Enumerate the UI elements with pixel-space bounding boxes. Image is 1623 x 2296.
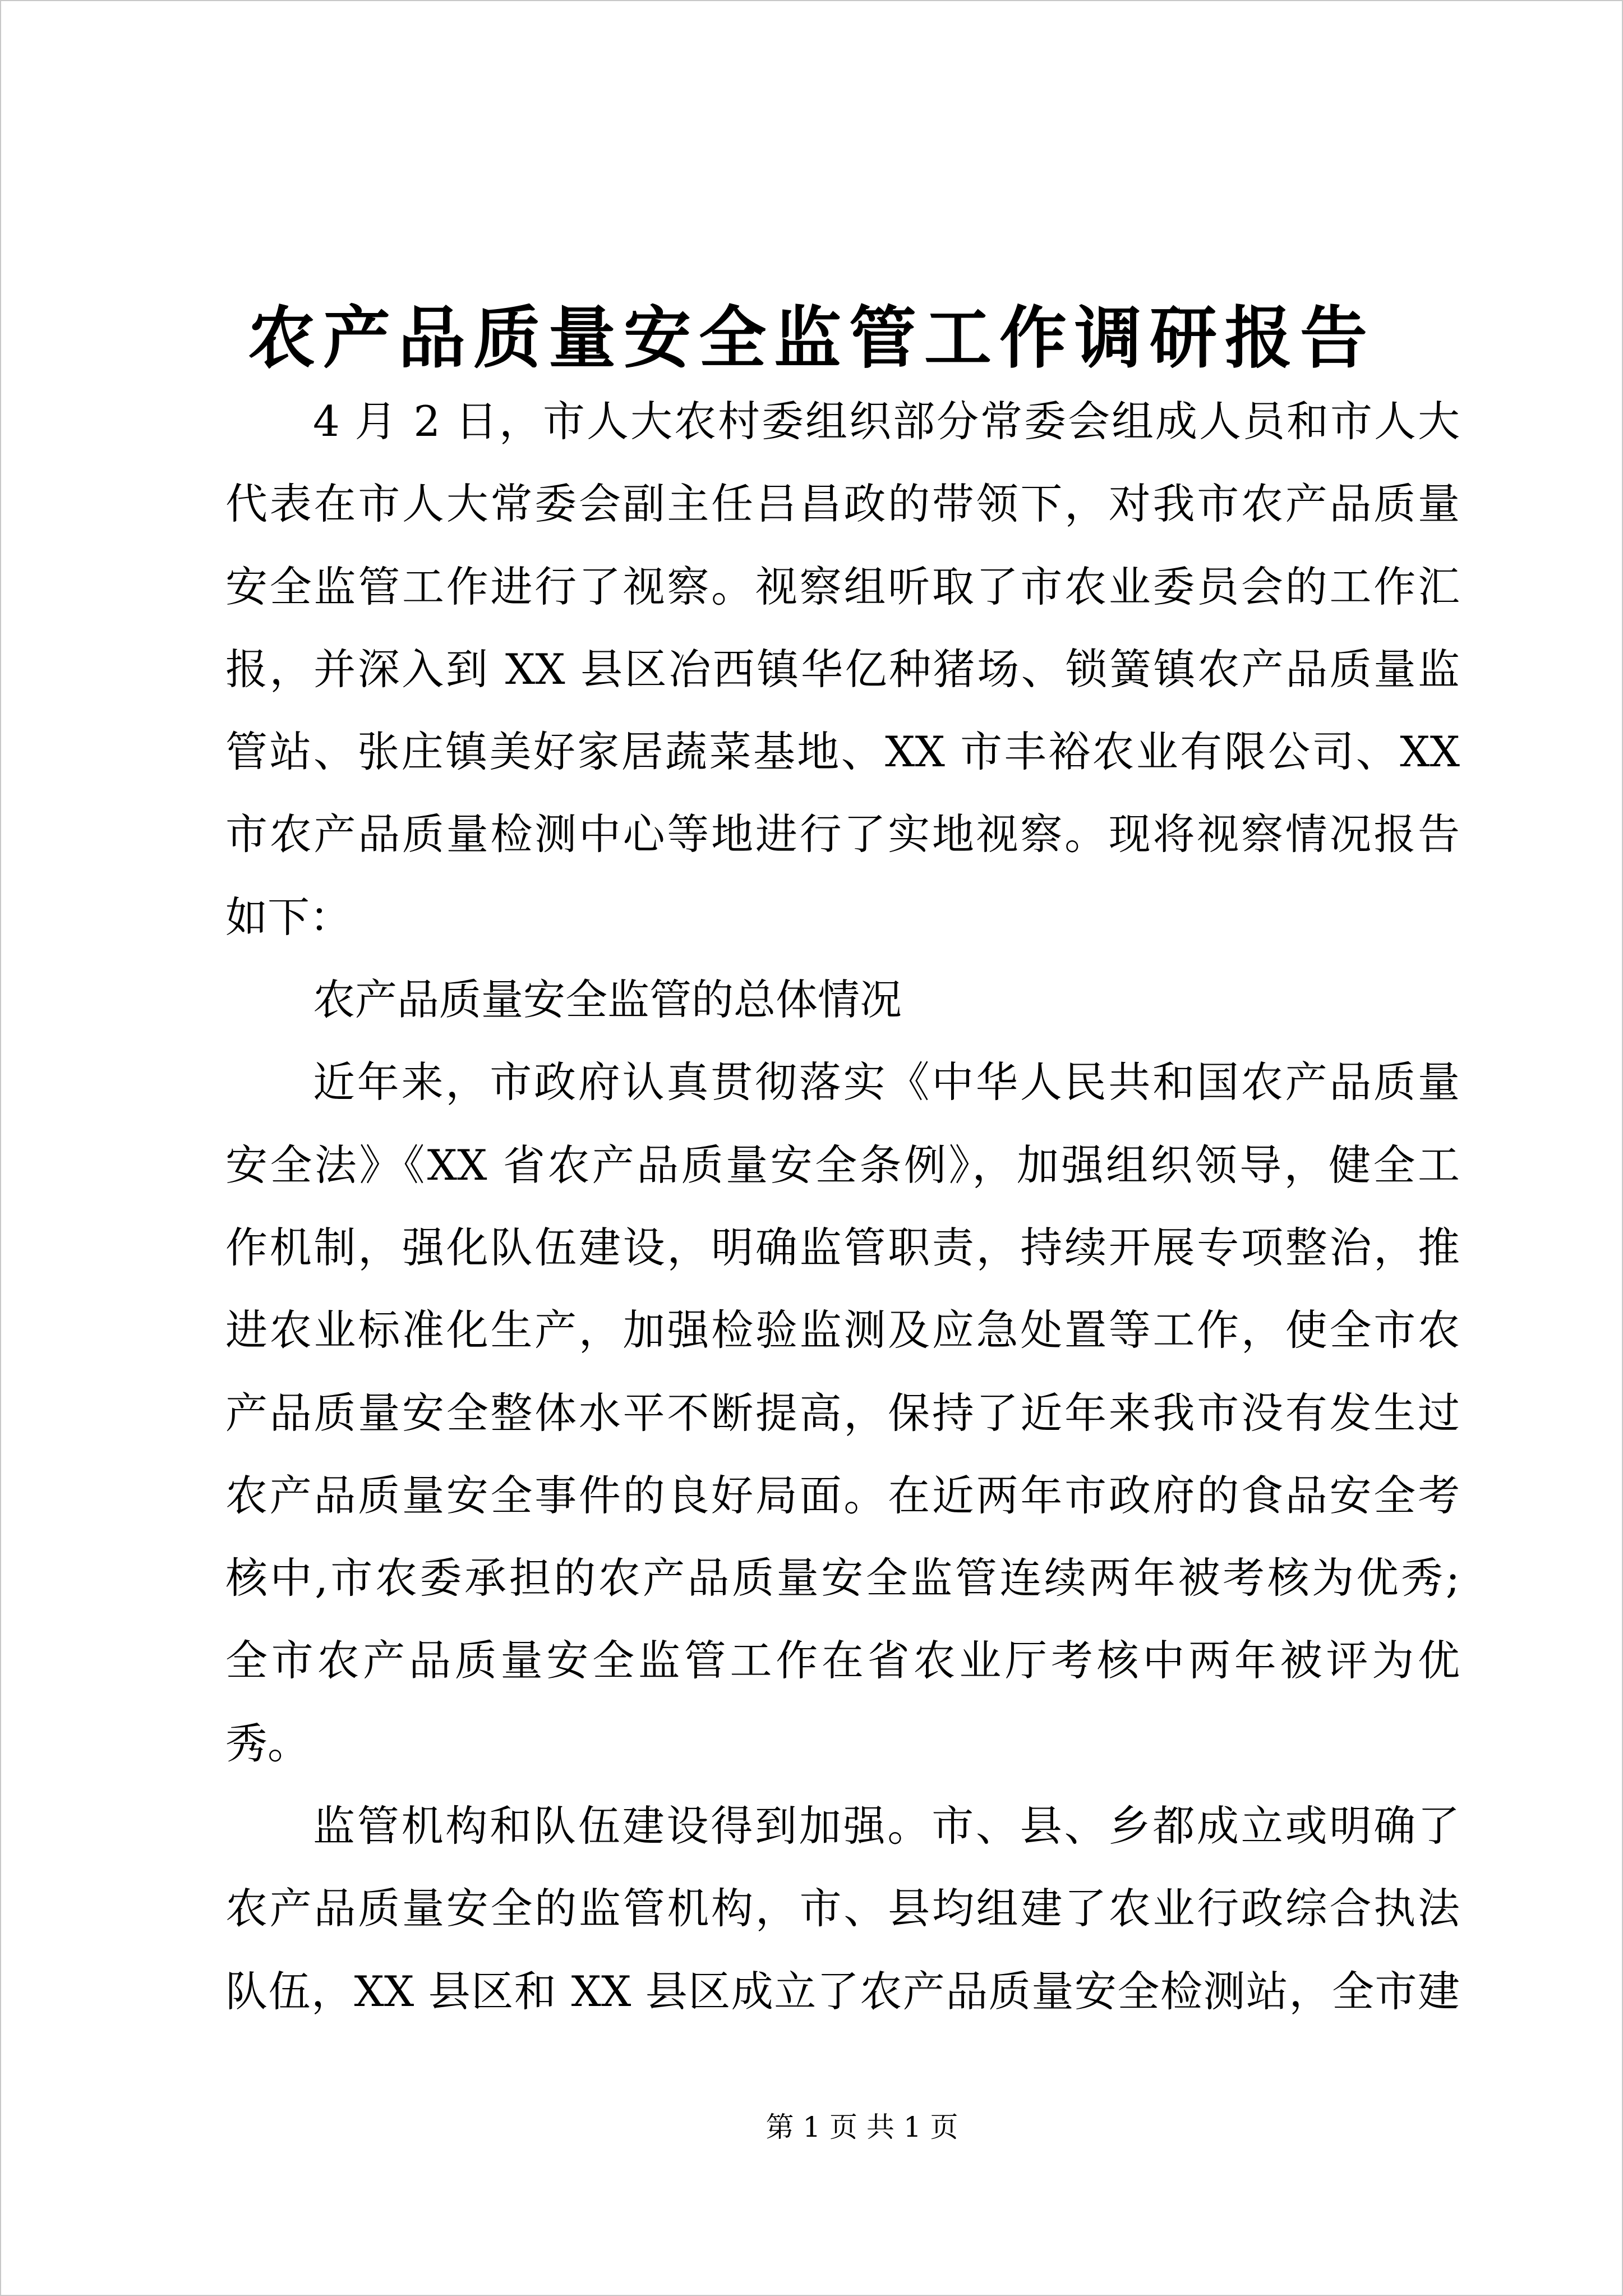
body-line: 作机制，强化队伍建设，明确监管职责，持续开展专项整治，推 — [225, 1222, 1460, 1272]
page-footer: 第 1 页 共 1 页 — [766, 2111, 958, 2143]
body-line: 全市农产品质量安全监管工作在省农业厅考核中两年被评为优 — [225, 1636, 1460, 1686]
body-line: 农产品质量安全事件的良好局面。在近两年市政府的食品安全考 — [225, 1470, 1460, 1520]
document-body — [225, 380, 1460, 2033]
body-line: 核中,市农委承担的农产品质量安全监管连续两年被考核为优秀; — [225, 1553, 1460, 1603]
body-line: 市农产品质量检测中心等地进行了实地视察。现将视察情况报告 — [225, 809, 1460, 859]
body-line: 进农业标准化生产，加强检验监测及应急处置等工作，使全市农 — [225, 1305, 1460, 1355]
body-line: 报，并深入到 XX 县区冶西镇华亿种猪场、锁簧镇农产品质量监 — [225, 644, 1460, 694]
body-line: 近年来，市政府认真贯彻落实《中华人民共和国农产品质量 — [313, 1057, 1460, 1107]
body-line: 4 月 2 日，市人大农村委组织部分常委会组成人员和市人大 — [313, 397, 1460, 446]
body-line section-heading: 农产品质量安全监管的总体情况 — [313, 975, 902, 1025]
body-line: 队伍，XX 县区和 XX 县区成立了农产品质量安全检测站，全市建 — [225, 1966, 1460, 2016]
body-line: 产品质量安全整体水平不断提高，保持了近年来我市没有发生过 — [225, 1388, 1460, 1438]
body-line: 监管机构和队伍建设得到加强。市、县、乡都成立或明确了 — [313, 1801, 1460, 1851]
body-line: 农产品质量安全的监管机构，市、县均组建了农业行政综合执法 — [225, 1884, 1460, 1934]
body-line: 安全监管工作进行了视察。视察组听取了市农业委员会的工作汇 — [225, 562, 1460, 611]
body-line: 秀。 — [225, 1718, 310, 1768]
body-line: 如下： — [225, 892, 352, 942]
body-line: 安全法》《XX 省农产品质量安全条例》，加强组织领导，健全工 — [225, 1140, 1460, 1190]
document-title: 农产品质量安全监管工作调研报告 — [248, 298, 1375, 378]
body-line: 管站、张庄镇美好家居蔬菜基地、XX 市丰裕农业有限公司、XX — [225, 727, 1460, 777]
body-line: 代表在市人大常委会副主任吕昌政的带领下，对我市农产品质量 — [225, 479, 1460, 529]
